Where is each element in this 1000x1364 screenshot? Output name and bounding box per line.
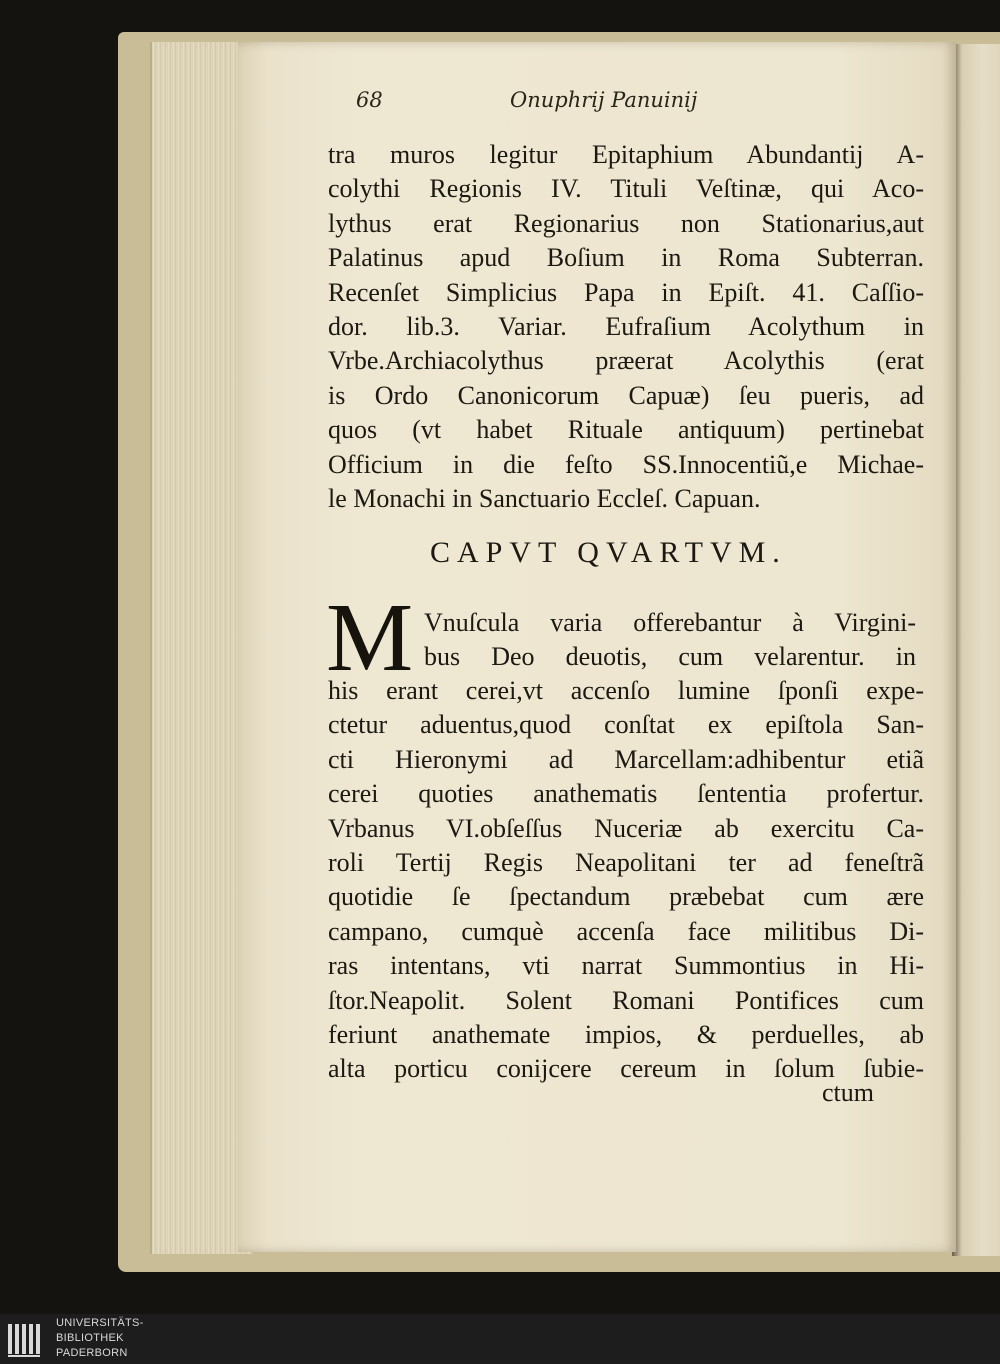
text-line: le Monachi in Sanctuario Eccleſ. Capuan. [328,483,761,513]
text-line: ras intentans, vti narrat Summontius in Hi- [328,951,924,981]
page-number: 68 [356,88,383,112]
chapter-heading: CAPVT QVARTVM. [430,536,787,569]
text-line: feriunt anathemate impios, & perduelles, ab [328,1019,924,1049]
text-line: tra muros legitur Epitaphium Abundantij A- [328,140,924,169]
drop-cap: M [326,584,414,692]
paragraph-2-indented [424,606,916,675]
text-line: Vrbe.Archiacolythus præerat Acolythis (erat [328,346,924,376]
library-name [56,1316,196,1361]
running-title: Onuphrij Panuinij [510,88,698,112]
text-line: dor. lib.3. Variar. Eufraſium Acolythum in [328,311,924,341]
text-line: quotidie ſe ſpectandum præbebat cum ære [328,882,924,912]
catchword: ctum [822,1078,874,1107]
text-line: ctetur aduentus,quod conſtat ex epiſtola San- [328,710,924,740]
text-line: bus Deo deuotis, cum velarentur. in [424,642,916,672]
text-line: roli Tertij Regis Neapolitani ter ad feneſtrã [328,847,924,877]
text-line: Palatinus apud Boſium in Roma Subterran. [328,243,924,273]
paragraph-2 [328,674,924,1087]
text-line: Vrbanus VI.obſeſſus Nuceriæ ab exercitu Ca- [328,813,924,843]
library-footer [0,1314,1000,1364]
text-line: his erant cerei,vt accenſo lumine ſponſi expe- [328,676,924,705]
text-line: alta porticu conijcere cereum in ſolum ſubie- [328,1054,924,1084]
text-line: ſtor.Neapolit. Solent Romani Pontifices cum [328,985,924,1015]
text-line: campano, cumquè accenſa face militibus Di- [328,916,924,946]
text-line: Officium in die feſto SS.Innocentiũ,e Michae- [328,449,924,479]
text-line: cti Hieronymi ad Marcellam:adhibentur etiã [328,744,924,774]
university-library-logo-icon [6,1320,46,1360]
facing-page-edge [952,44,1000,1256]
text-line: quos (vt habet Rituale antiquum) pertinebat [328,415,924,445]
library-name-line: BIBLIOTHEK [56,1332,124,1344]
library-name-line: UNIVERSITÄTS- [56,1317,144,1329]
text-line: lythus erat Regionarius non Stationarius,aut [328,208,924,238]
page-edges [150,42,252,1254]
text-line: Vnuſcula varia offerebantur à Virgini- [424,608,916,637]
paragraph-1 [328,138,924,516]
text-line: Recenſet Simplicius Papa in Epiſt. 41. Caſſio- [328,277,924,307]
text-line: is Ordo Canonicorum Capuæ) ſeu pueris, ad [328,380,924,410]
text-line: cerei quoties anathematis ſententia profertur. [328,779,924,809]
text-line: colythi Regionis IV. Tituli Veſtinæ, qui Aco- [328,174,924,204]
running-head [350,88,770,122]
library-name-line: PADERBORN [56,1347,128,1359]
